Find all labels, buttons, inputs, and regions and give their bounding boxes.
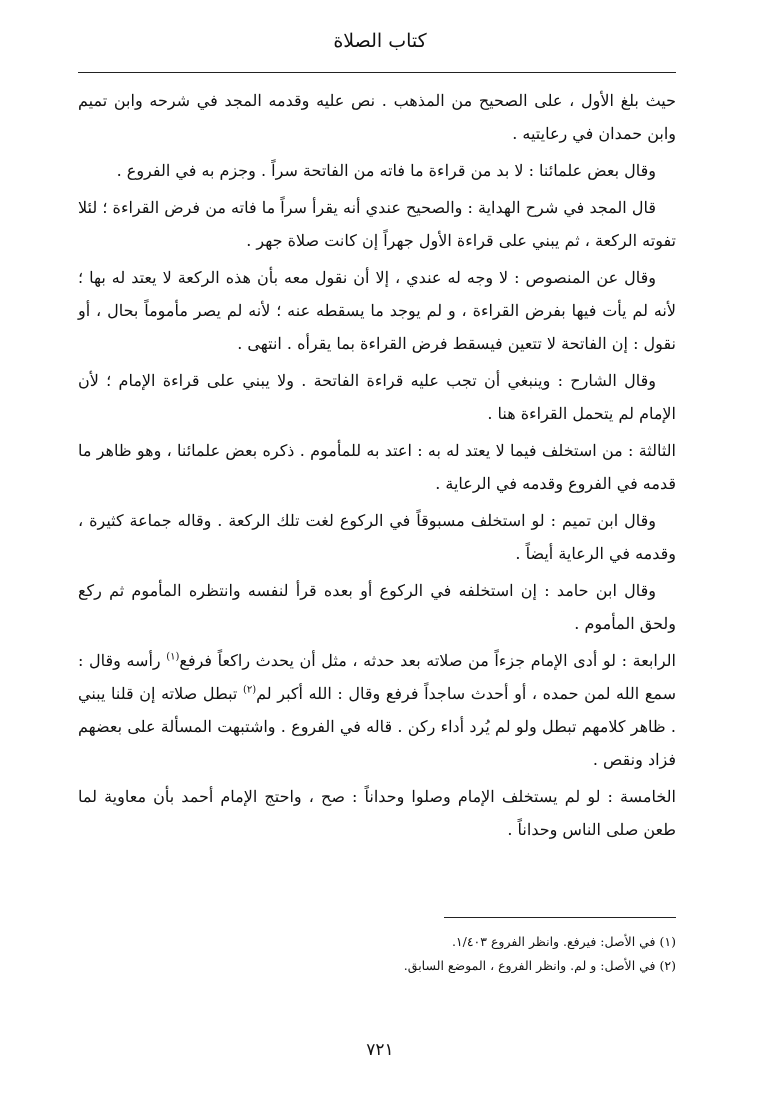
- footnotes: [78, 930, 676, 978]
- paragraph-fifth-issue: الخامسة : لو لم يستخلف الإمام وصلوا وحداناً : صح ، واحتج الإمام أحمد بأن معاوية لما طعن صلى الناس وحداناً .: [78, 787, 676, 839]
- paragraph-fourth-issue: [78, 644, 676, 776]
- header-divider: [78, 72, 676, 73]
- running-header-title: كتاب الصلاة: [333, 30, 427, 52]
- paragraph: قال المجد في شرح الهداية : والصحيح عندي أنه يقرأ سراً ما فاته من فرض القراءة ؛ لئلا تفوته الركعة ، ثم يبني على قراءة الأول جهراً إن كانت صلاة جهر .: [78, 198, 676, 250]
- paragraph-text: الرابعة : لو أدى الإمام جزءاً من صلاته بعد حدثه ، مثل أن يحدث راكعاً فرفع: [179, 651, 676, 670]
- footnote-marker-2: (٢): [242, 684, 257, 696]
- footnote-divider: [444, 917, 676, 918]
- footnote-marker-1: (١): [166, 651, 180, 663]
- paragraph: وقال الشارح : وينبغي أن تجب عليه قراءة الفاتحة . ولا يبني على قراءة الإمام ؛ لأن الإمام لم يتحمل القراءة هنا .: [78, 371, 676, 423]
- paragraph: وقال عن المنصوص : لا وجه له عندي ، إلا أن نقول معه بأن هذه الركعة لا يعتد له بها ؛ لأنه لم يأت فيها بفرض القراءة ، و لم يوجد ما يسقطه عنه ؛ لأنه لم يصر مأموماً بحال ، أو نقول : إن الفاتحة لا تتعين فيسقط فرض القراءة بما يقرأه . انتهى .: [78, 268, 677, 353]
- paragraph: وقال ابن حامد : إن استخلفه في الركوع أو بعده قرأ لنفسه وانتظره المأموم ثم ركع ولحق المأموم .: [78, 581, 676, 633]
- footnote: (٢) في الأصل: و لم. وانظر الفروع ، الموضع السابق.: [403, 958, 676, 973]
- paragraph: حيث بلغ الأول ، على الصحيح من المذهب . نص عليه وقدمه المجد في شرحه وابن تميم وابن حمدان في رعايتيه .: [78, 91, 676, 143]
- paragraph: الثالثة : من استخلف فيما لا يعتد له به : اعتد به للمأموم . ذكره بعض علمائنا ، وهو ظاهر ما قدمه في الفروع وقدمه في الرعاية .: [78, 441, 676, 493]
- paragraph: وقال ابن تميم : لو استخلف مسبوقاً في الركوع لغت تلك الركعة . وقاله جماعة كثيرة ، وقدمه في الرعاية أيضاً .: [78, 511, 676, 563]
- page-number: ٧٢١: [366, 1040, 394, 1060]
- main-text-block: [78, 84, 676, 850]
- paragraph: وقال بعض علمائنا : لا بد من قراءة ما فاته من الفاتحة سراً . وجزم به في الفروع .: [116, 161, 656, 180]
- paragraph-text: تبطل صلاته إن قلنا يبني . ظاهر كلامهم تبطل ولو لم يُرد أداء ركن . قاله في الفروع . واشتبهت المسألة على بعضهم فزاد ونقص .: [78, 684, 676, 769]
- footnote: (١) في الأصل: فيرفع. وانظر الفروع ١/٤٠٣.: [451, 934, 676, 949]
- paragraph-text: رأسه وقال : سمع الله لمن حمده ، أو أحدث ساجداً فرفع وقال : الله أكبر لم: [78, 651, 677, 703]
